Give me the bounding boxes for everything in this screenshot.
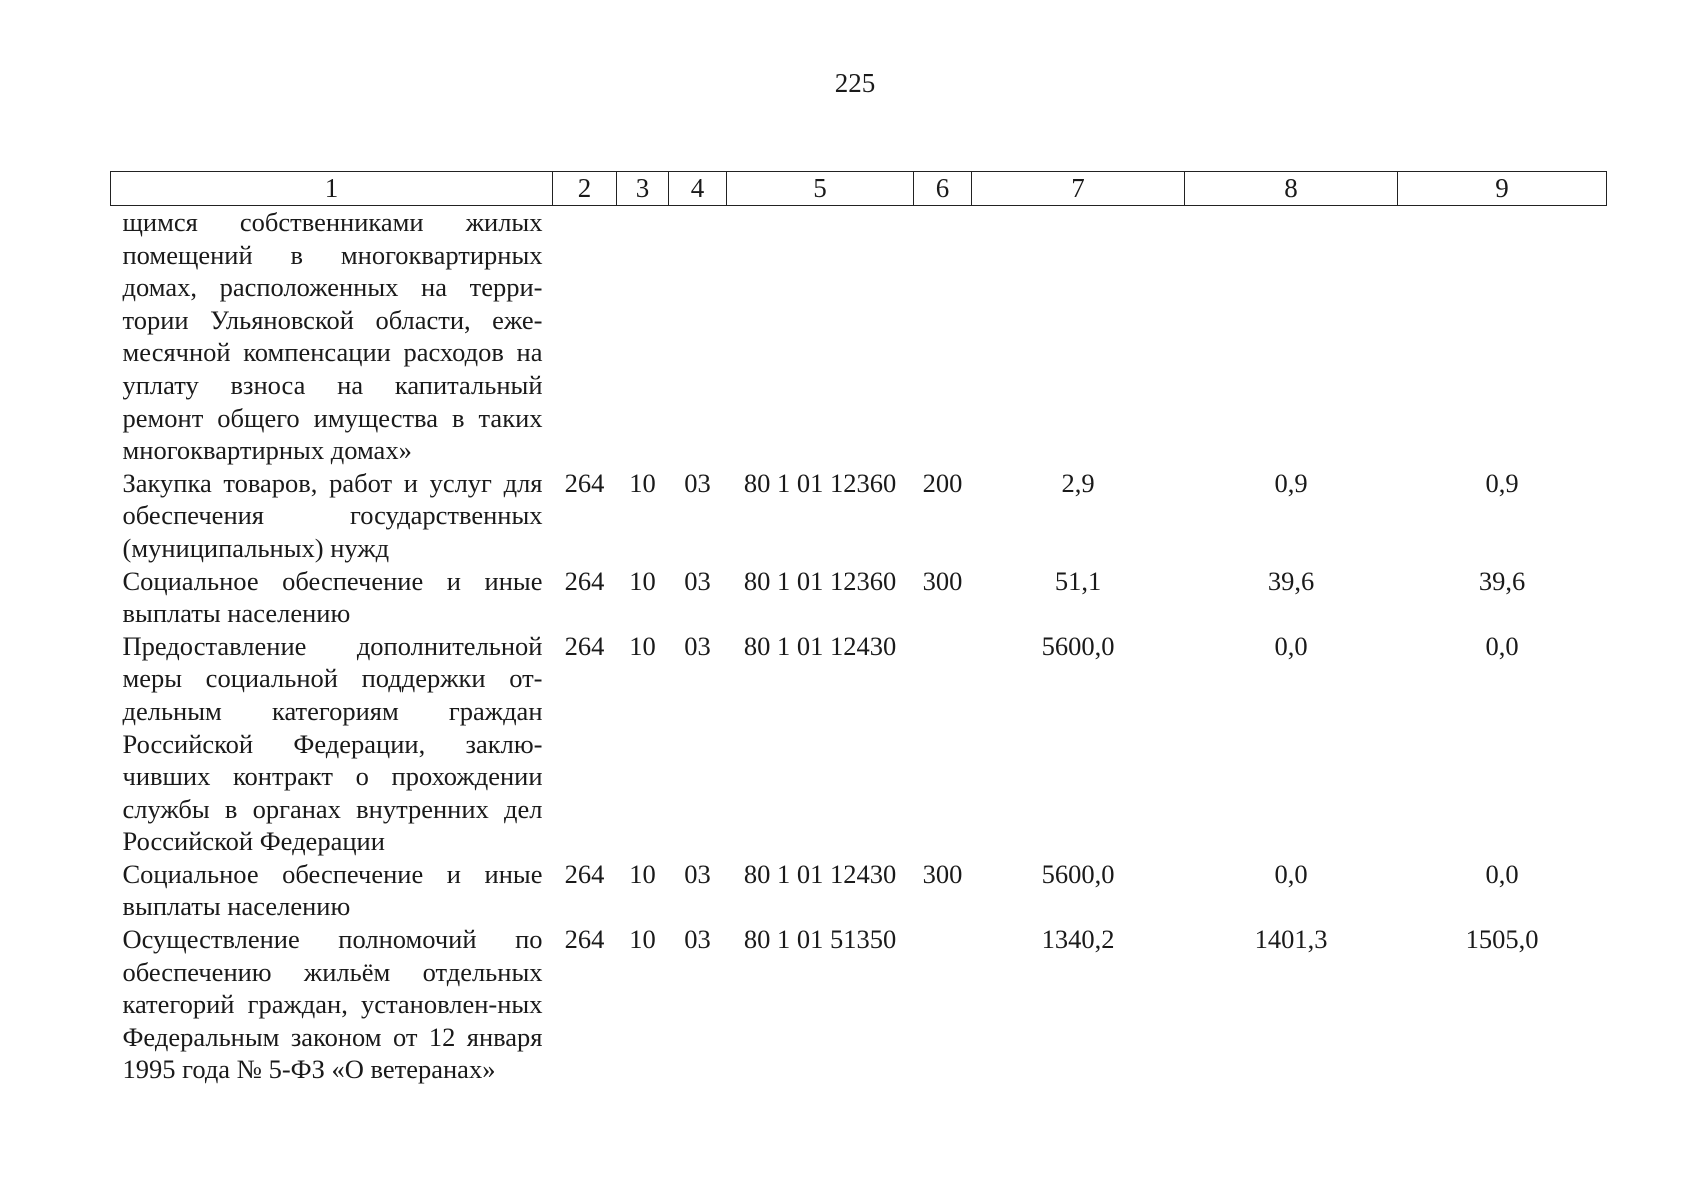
cell-ministry-code: 264 — [564, 630, 605, 661]
cell-target-code: 80 1 01 12360 — [743, 467, 897, 498]
row-description: щимся собственниками жилых помещений в многоквартирных домах, расположенных на терри-тории Ульяновской области, еже-месячной компенсации расходов на уплату взноса на капитальный ремонт общего имущества в таких многоквартирных домах» — [122, 207, 543, 466]
table-row — [111, 858, 1607, 923]
column-header: 4 — [669, 172, 727, 206]
page-number: 225 — [834, 68, 876, 98]
cell-amount-col9: 39,6 — [1478, 565, 1526, 596]
budget-table — [110, 171, 1607, 1086]
cell-section-code: 10 — [629, 630, 656, 661]
cell-expense-type: 300 — [922, 565, 963, 596]
cell-amount-col7: 5600,0 — [1041, 858, 1115, 889]
column-header: 6 — [914, 172, 972, 206]
column-header: 5 — [727, 172, 914, 206]
cell-ministry-code: 264 — [564, 565, 605, 596]
cell-subsection-code: 03 — [684, 565, 711, 596]
cell-ministry-code: 264 — [564, 924, 605, 955]
table-row — [111, 206, 1607, 467]
cell-target-code: 80 1 01 12360 — [743, 565, 897, 596]
cell-section-code: 10 — [629, 467, 656, 498]
cell-amount-col7 — [972, 206, 1185, 467]
cell-section-code: 10 — [629, 924, 656, 955]
cell-target-code: 80 1 01 12430 — [743, 630, 897, 661]
row-description: Осуществление полномочий по обеспечению жильём отдельных категорий граждан, установлен-ных Федеральным законом от 12 января 1995 года № 5-ФЗ «О ветеранах» — [122, 924, 543, 1085]
cell-expense-type: 300 — [922, 858, 963, 889]
table-row — [111, 467, 1607, 565]
cell-amount-col7: 2,9 — [1061, 467, 1095, 498]
table-header-row — [111, 172, 1607, 206]
column-header: 7 — [972, 172, 1185, 206]
cell-amount-col8 — [1185, 206, 1398, 467]
table-row — [111, 923, 1607, 1086]
cell-subsection-code: 03 — [684, 467, 711, 498]
cell-amount-col8: 0,0 — [1274, 630, 1308, 661]
cell-target-code: 80 1 01 12430 — [743, 858, 897, 889]
cell-amount-col7: 51,1 — [1054, 565, 1102, 596]
cell-expense-type — [914, 206, 972, 467]
column-header: 9 — [1398, 172, 1607, 206]
row-description: Предоставление дополнительной меры социальной поддержки от-дельным категориям граждан Российской Федерации, заклю-чивших контракт о прохождении службы в органах внутренних дел Российской Федерации — [122, 630, 543, 857]
cell-amount-col9: 0,9 — [1485, 467, 1519, 498]
cell-ministry-code: 264 — [564, 467, 605, 498]
column-header: 3 — [617, 172, 669, 206]
cell-amount-col8: 39,6 — [1267, 565, 1315, 596]
cell-target-code: 80 1 01 51350 — [743, 924, 897, 955]
cell-amount-col9: 0,0 — [1485, 630, 1519, 661]
row-description: Социальное обеспечение и иные выплаты населению — [122, 565, 543, 629]
cell-amount-col8: 0,0 — [1274, 858, 1308, 889]
cell-target-code — [727, 206, 914, 467]
cell-ministry-code — [553, 206, 617, 467]
cell-amount-col8: 0,9 — [1274, 467, 1308, 498]
cell-amount-col9 — [1398, 206, 1607, 467]
table-row — [111, 630, 1607, 858]
column-header: 8 — [1185, 172, 1398, 206]
cell-amount-col9: 0,0 — [1485, 858, 1519, 889]
column-header: 1 — [111, 172, 553, 206]
cell-section-code: 10 — [629, 565, 656, 596]
row-description: Социальное обеспечение и иные выплаты населению — [122, 858, 543, 922]
cell-amount-col9: 1505,0 — [1465, 924, 1539, 955]
cell-subsection-code: 03 — [684, 858, 711, 889]
cell-amount-col7: 5600,0 — [1041, 630, 1115, 661]
row-description: Закупка товаров, работ и услуг для обеспечения государственных (муниципальных) нужд — [122, 467, 543, 563]
table-row — [111, 565, 1607, 630]
cell-expense-type — [914, 923, 972, 1086]
cell-section-code: 10 — [629, 858, 656, 889]
cell-section-code — [617, 206, 669, 467]
cell-ministry-code: 264 — [564, 858, 605, 889]
column-header: 2 — [553, 172, 617, 206]
cell-amount-col7: 1340,2 — [1041, 924, 1115, 955]
cell-expense-type — [914, 630, 972, 858]
cell-subsection-code: 03 — [684, 630, 711, 661]
cell-amount-col8: 1401,3 — [1254, 924, 1328, 955]
cell-subsection-code: 03 — [684, 924, 711, 955]
cell-expense-type: 200 — [922, 467, 963, 498]
cell-subsection-code — [669, 206, 727, 467]
